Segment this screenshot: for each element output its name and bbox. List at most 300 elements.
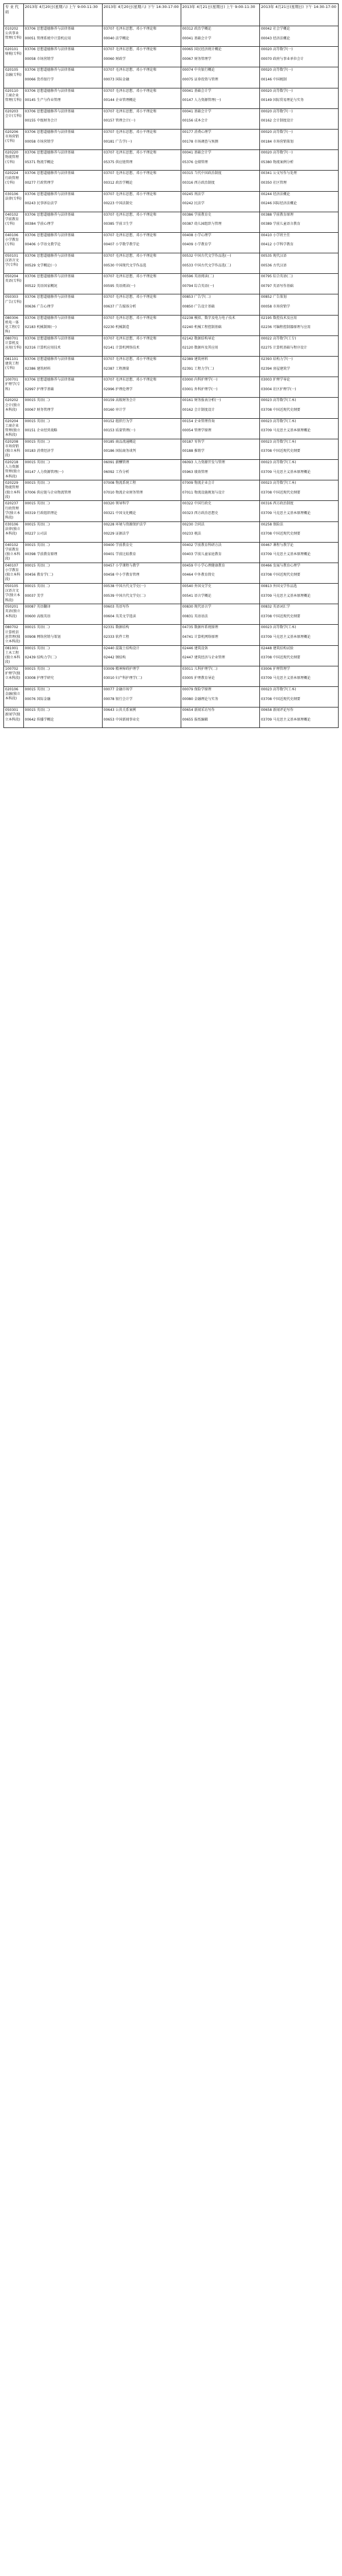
- spacer: [104, 135, 180, 140]
- spacer: [182, 722, 258, 727]
- course-entry: 00162 会计制度设计: [260, 119, 294, 123]
- course-entry: 02316 计算机应用技术: [25, 346, 61, 350]
- spacer: [104, 495, 180, 500]
- spacer: [104, 124, 180, 128]
- spacer: [104, 52, 180, 57]
- course-entry: 00233 税法: [182, 532, 201, 536]
- exam-schedule-sheet: [3, 3, 339, 2571]
- course-entry: 03709 马克思主义基本原理概论: [260, 635, 311, 640]
- table-row: [4, 253, 339, 274]
- course-cell: [23, 687, 102, 707]
- course-entry: 06091 薪酬管理: [103, 460, 129, 464]
- spacer: [261, 259, 337, 264]
- course-cell: [181, 439, 259, 459]
- course-cell: [23, 357, 102, 377]
- course-entry: 00457 小学课程与教学: [103, 563, 140, 568]
- course-entry: 00408 小学心理学: [182, 233, 211, 237]
- course-entry: 03707 毛泽东思想、邓小平理论和: [103, 88, 157, 93]
- major-cell: 020229 物流管理(独立本科段): [4, 480, 24, 501]
- course-entry: 03706 思想道德修养与法律基础: [25, 47, 75, 52]
- course-entry: 00079 保险学原理: [182, 688, 211, 691]
- spacer: [261, 661, 337, 665]
- course-entry: 00023 高等数学(工本): [260, 625, 296, 630]
- course-entry: 00023 高等数学(工本): [260, 481, 296, 486]
- spacer: [104, 681, 180, 686]
- spacer: [261, 713, 337, 718]
- course-entry: 00245 刑法学: [182, 192, 205, 196]
- course-entry: 00312 政治学概论: [182, 27, 211, 31]
- table-row: [4, 26, 339, 47]
- course-entry: 00830 现代语言学: [182, 605, 211, 609]
- spacer: [104, 507, 180, 511]
- course-cell: [23, 418, 102, 439]
- course-entry: 03706 思想道德修养与法律基础: [25, 68, 75, 72]
- course-cell: [102, 398, 181, 418]
- course-entry: 00636 广告心理学: [25, 305, 54, 309]
- course-cell: [102, 563, 181, 583]
- spacer: [25, 156, 101, 160]
- course-entry: 03006 护理管理学: [260, 666, 290, 671]
- course-cell: [181, 459, 259, 480]
- course-entry: 03706 思想道德修养与法律基础: [25, 316, 75, 320]
- major-cell: 080702 计算机信息管理(独立本科段): [4, 625, 24, 645]
- course-cell: [181, 687, 259, 707]
- course-entry: 00385 学前卫生学: [103, 222, 133, 227]
- spacer: [261, 413, 337, 418]
- course-cell: [102, 232, 181, 253]
- spacer: [104, 248, 180, 252]
- course-entry: 00145 生产与作业管理: [25, 98, 61, 103]
- course-entry: 00015 英语(二): [25, 708, 50, 713]
- major-cell: 020202 会计(独立本科段): [4, 398, 24, 418]
- spacer: [182, 661, 258, 665]
- course-entry: 02142 数据结构导论: [182, 336, 215, 341]
- spacer: [25, 330, 101, 335]
- table-row: [4, 563, 339, 583]
- spacer: [104, 259, 180, 264]
- course-cell: [102, 88, 181, 108]
- course-cell: [181, 294, 259, 315]
- course-entry: 00161 财务报表分析(一): [182, 398, 221, 403]
- course-cell: [23, 521, 102, 542]
- course-cell: [102, 108, 181, 129]
- course-cell: [181, 108, 259, 129]
- course-entry: 05963 绩效管理: [182, 470, 208, 474]
- spacer: [25, 62, 101, 66]
- course-entry: 00155 中级财务会计: [25, 119, 58, 123]
- course-entry: 03706 思想道德修养与法律基础: [25, 233, 75, 237]
- course-entry: 00407 小学数学教学论: [103, 242, 140, 247]
- spacer: [182, 610, 258, 614]
- course-cell: [181, 129, 259, 149]
- major-cell: 010202 公共事业管理(专科): [4, 26, 24, 47]
- course-entry: 00020 高等数学(一): [260, 88, 293, 93]
- spacer: [182, 176, 258, 181]
- header-apr21-am: 2013年 4月21日(星期日) 上午 9:00-11:30: [181, 4, 259, 26]
- spacer: [104, 94, 180, 98]
- course-cell: [102, 584, 181, 604]
- course-cell: [102, 666, 181, 686]
- course-entry: 02183 机械制图(一): [25, 325, 57, 330]
- spacer: [104, 702, 180, 706]
- course-entry: 00384 学前心理学: [25, 222, 54, 227]
- major-cell: 040102 学前教育(专科): [4, 212, 24, 232]
- major-cell: 081101 建筑工程(专科): [4, 357, 24, 377]
- spacer: [104, 156, 180, 160]
- course-entry: 00020 高等数学(一): [260, 109, 293, 114]
- spacer: [25, 630, 101, 635]
- course-entry: 00242 民法学: [182, 201, 205, 206]
- spacer: [25, 197, 101, 201]
- table-row: [4, 108, 339, 129]
- spacer: [25, 589, 101, 594]
- spacer: [25, 41, 101, 46]
- major-cell: 020224 行政管理(专科): [4, 171, 24, 191]
- spacer: [25, 383, 101, 387]
- course-cell: [102, 687, 181, 707]
- course-entry: 03708 中国近现代史纲要: [260, 656, 300, 660]
- spacer: [104, 537, 180, 541]
- spacer: [261, 454, 337, 459]
- course-entry: 00015 英语(二): [25, 502, 50, 506]
- spacer: [25, 351, 101, 355]
- course-entry: 02331 数据结构: [103, 625, 129, 630]
- course-entry: 02393 结构力学(一): [260, 357, 293, 361]
- major-cell: 020218 人力资源管理(独立本科段): [4, 459, 24, 480]
- major-cell: 020208 市场营销(独立本科段): [4, 439, 24, 459]
- course-cell: [102, 521, 181, 542]
- table-row: [4, 418, 339, 439]
- course-cell: [102, 357, 181, 377]
- course-entry: 03707 毛泽东思想、邓小平理论和: [103, 233, 157, 237]
- spacer: [104, 403, 180, 408]
- spacer: [182, 300, 258, 305]
- course-entry: 03706 思想道德修养与法律基础: [25, 88, 75, 93]
- spacer: [182, 94, 258, 98]
- spacer: [261, 434, 337, 438]
- course-entry: 00058 市场营销学: [25, 56, 54, 61]
- course-cell: [259, 212, 338, 232]
- major-cell: 020203 会计(专科): [4, 108, 24, 129]
- table-row: [4, 67, 339, 88]
- spacer: [261, 124, 337, 128]
- table-row: [4, 47, 339, 67]
- spacer: [25, 557, 101, 562]
- course-cell: [181, 212, 259, 232]
- course-cell: [259, 294, 338, 315]
- spacer: [261, 527, 337, 532]
- course-entry: 00794 综合英语(一): [182, 284, 214, 288]
- spacer: [182, 495, 258, 500]
- course-entry: 03709 马克思主义基本原理概论: [260, 470, 311, 474]
- table-row: [4, 377, 339, 398]
- course-cell: [259, 501, 338, 521]
- course-entry: 00412 小学科学教育: [260, 242, 294, 247]
- course-cell: [102, 604, 181, 625]
- major-cell: 030106 法律(专科): [4, 191, 24, 212]
- course-entry: 00041 基础会计学: [182, 109, 211, 114]
- course-entry: 00223 中国法制史: [103, 201, 133, 206]
- course-entry: 00023 高等数学(工本): [260, 439, 296, 444]
- spacer: [25, 702, 101, 706]
- course-entry: 03709 马克思主义基本原理概论: [260, 552, 311, 557]
- table-row: [4, 398, 339, 418]
- course-entry: 07010 物流企业财务管理: [103, 490, 143, 495]
- course-entry: 00596 英语阅读(二): [182, 274, 214, 279]
- spacer: [104, 310, 180, 314]
- course-entry: 00154 企业管理咨询: [182, 419, 215, 423]
- spacer: [182, 507, 258, 511]
- course-cell: [259, 707, 338, 728]
- course-entry: 00020 高等数学(一): [260, 68, 293, 72]
- table-row: [4, 88, 339, 108]
- course-cell: [181, 501, 259, 521]
- course-cell: [23, 666, 102, 686]
- course-cell: [102, 480, 181, 501]
- course-cell: [181, 418, 259, 439]
- spacer: [25, 486, 101, 491]
- spacer: [182, 259, 258, 264]
- course-cell: [23, 88, 102, 108]
- course-entry: 00070 政府与事业单位会计: [260, 56, 304, 61]
- spacer: [182, 280, 258, 284]
- course-entry: 00227 公司法: [25, 532, 47, 536]
- course-cell: [102, 129, 181, 149]
- spacer: [104, 351, 180, 355]
- course-cell: [259, 377, 338, 398]
- spacer: [182, 486, 258, 491]
- header-apr21-pm: 2013年 4月21日(星期日) 下午 14:30-17:00: [259, 4, 338, 26]
- course-entry: 00350 社区管理: [260, 180, 287, 185]
- course-entry: 00323 西方政治思想史: [182, 511, 218, 515]
- course-cell: [181, 26, 259, 47]
- course-entry: 03706 思想道德修养与法律基础: [25, 192, 75, 196]
- course-entry: 05376 仓储管理: [182, 160, 208, 164]
- spacer: [261, 310, 337, 314]
- course-entry: 00389 学前儿童语言教育: [260, 222, 300, 227]
- course-entry: 03706 思想道德修养与法律基础: [25, 274, 75, 279]
- spacer: [182, 640, 258, 645]
- course-cell: [181, 150, 259, 171]
- table-row: [4, 315, 339, 335]
- spacer: [182, 619, 258, 624]
- spacer: [261, 197, 337, 201]
- course-cell: [23, 398, 102, 418]
- course-entry: 00146 中国税制: [260, 77, 287, 82]
- course-entry: 00387 幼儿园组织与管理: [182, 222, 222, 227]
- spacer: [261, 135, 337, 140]
- spacer: [182, 527, 258, 532]
- spacer: [104, 619, 180, 624]
- spacer: [261, 516, 337, 521]
- course-cell: [181, 232, 259, 253]
- table-row: [4, 687, 339, 707]
- course-cell: [259, 335, 338, 356]
- spacer: [104, 630, 180, 635]
- course-entry: 00466 发展与教育心理学: [260, 563, 300, 568]
- spacer: [182, 466, 258, 470]
- course-entry: 00054 管理学原理: [182, 428, 211, 433]
- spacer: [261, 383, 337, 387]
- course-entry: 00162 会计制度设计: [182, 407, 215, 412]
- course-cell: [181, 67, 259, 88]
- course-entry: 03706 思想道德修养与法律基础: [25, 336, 75, 341]
- spacer: [261, 475, 337, 479]
- course-cell: [23, 67, 102, 88]
- course-cell: [23, 584, 102, 604]
- table-row: [4, 335, 339, 356]
- spacer: [104, 424, 180, 428]
- course-cell: [102, 67, 181, 88]
- table-row: [4, 439, 339, 459]
- spacer: [104, 300, 180, 305]
- course-cell: [102, 47, 181, 67]
- spacer: [182, 103, 258, 108]
- course-entry: 00015 英语(二): [25, 398, 50, 403]
- course-entry: 00041 基础会计学: [182, 36, 211, 41]
- table-row: [4, 129, 339, 149]
- spacer: [182, 713, 258, 718]
- course-entry: 02446 建筑设备: [182, 646, 208, 650]
- course-entry: 00244 经济法概论: [260, 192, 290, 196]
- course-entry: 03707 毛泽东思想、邓小平理论和: [103, 336, 157, 341]
- course-entry: 00075 证券投资与管理: [182, 77, 218, 82]
- course-entry: 02391 工程力学(二): [182, 366, 214, 371]
- spacer: [25, 94, 101, 98]
- course-cell: [259, 67, 338, 88]
- course-entry: 03707 毛泽东思想、邓小平理论和: [103, 295, 157, 300]
- course-cell: [259, 604, 338, 625]
- spacer: [104, 640, 180, 645]
- course-cell: [181, 335, 259, 356]
- spacer: [104, 41, 180, 46]
- course-entry: 03706 思想道德修养与法律基础: [25, 295, 75, 300]
- course-entry: 00087 英语翻译: [25, 605, 51, 609]
- spacer: [104, 186, 180, 191]
- course-entry: 00157 管理会计(一): [103, 119, 136, 123]
- spacer: [25, 310, 101, 314]
- course-entry: 00015 英语(二): [25, 460, 50, 464]
- course-entry: 03707 毛泽东思想、邓小平理论和: [103, 357, 157, 361]
- spacer: [25, 578, 101, 583]
- major-cell: 100702 护理学(独立本科段): [4, 666, 24, 686]
- spacer: [104, 197, 180, 201]
- course-entry: 00015 英语(二): [25, 646, 50, 650]
- spacer: [261, 610, 337, 614]
- spacer: [25, 371, 101, 376]
- course-cell: [102, 418, 181, 439]
- spacer: [182, 156, 258, 160]
- course-entry: 00658 新闻评论写作: [260, 708, 294, 713]
- major-cell: 020105 金融(专科): [4, 67, 24, 88]
- course-entry: 00321 中国文化概论: [103, 511, 136, 515]
- major-cell: 080701 计算机及应用(专科): [4, 335, 24, 356]
- course-cell: [259, 666, 338, 686]
- major-cell: 020101 财税(专科): [4, 47, 24, 67]
- course-entry: 00151 企业经营战略: [25, 428, 58, 433]
- course-entry: 00020 高等数学(一): [260, 47, 293, 52]
- course-entry: 00178 市场调查与预测: [182, 139, 218, 144]
- course-entry: 00160 审计学: [103, 407, 126, 412]
- spacer: [104, 713, 180, 718]
- spacer: [104, 434, 180, 438]
- course-cell: [23, 47, 102, 67]
- spacer: [261, 248, 337, 252]
- spacer: [182, 702, 258, 706]
- course-entry: 00181 广告学(一): [103, 139, 132, 144]
- course-cell: [23, 377, 102, 398]
- spacer: [104, 589, 180, 594]
- course-cell: [23, 707, 102, 728]
- major-cell: 100701 护理学(专科): [4, 377, 24, 398]
- course-entry: 03011 儿科护理学(二): [182, 666, 218, 671]
- schedule-body: [4, 26, 339, 728]
- course-cell: [102, 171, 181, 191]
- spacer: [25, 124, 101, 128]
- course-cell: [181, 191, 259, 212]
- course-entry: 00908 网络营销与策划: [25, 635, 61, 640]
- course-entry: 00076 国际金融: [25, 697, 51, 701]
- course-entry: 03707 毛泽东思想、邓小平理论和: [103, 378, 157, 382]
- course-cell: [23, 459, 102, 480]
- course-cell: [23, 604, 102, 625]
- spacer: [182, 424, 258, 428]
- spacer: [261, 351, 337, 355]
- table-row: [4, 150, 339, 171]
- spacer: [182, 207, 258, 211]
- spacer: [182, 144, 258, 149]
- course-cell: [23, 625, 102, 645]
- spacer: [104, 280, 180, 284]
- major-cell: 020220 物流管理(专科): [4, 150, 24, 171]
- spacer: [104, 557, 180, 562]
- course-cell: [102, 191, 181, 212]
- course-cell: [259, 191, 338, 212]
- course-cell: [23, 108, 102, 129]
- course-entry: 00067 财务管理学: [25, 407, 54, 412]
- course-cell: [259, 459, 338, 480]
- course-entry: 00078 银行会计学: [103, 697, 133, 701]
- course-entry: 00403 学前儿童家庭教育: [182, 552, 222, 557]
- course-cell: [102, 274, 181, 294]
- spacer: [104, 661, 180, 665]
- course-entry: 02387 工程测量: [103, 366, 129, 371]
- spacer: [261, 507, 337, 511]
- course-entry: 02997 护理学基础: [25, 387, 54, 391]
- course-entry: 00410 小学班主任: [260, 233, 290, 237]
- major-cell: 050101 汉语言文学(专科): [4, 253, 24, 274]
- course-entry: 00535 现代汉语: [260, 254, 287, 258]
- spacer: [104, 527, 180, 532]
- course-entry: 03709 马克思主义基本原理概论: [260, 511, 311, 515]
- course-entry: 00156 成本会计: [182, 119, 208, 123]
- course-entry: 02236 可编程控制器原理与应用: [260, 325, 311, 330]
- spacer: [25, 165, 101, 169]
- course-entry: 00015 英语(二): [25, 481, 50, 486]
- spacer: [261, 466, 337, 470]
- course-entry: 00051 管理系统中计算机应用: [25, 36, 71, 41]
- spacer: [104, 578, 180, 583]
- exam-schedule-table: [3, 3, 339, 728]
- course-entry: 00813 外国文学作品选: [260, 584, 297, 589]
- spacer: [25, 619, 101, 624]
- spacer: [182, 62, 258, 66]
- course-cell: [23, 171, 102, 191]
- course-entry: 00831 英语语法: [182, 614, 208, 618]
- header-row: [4, 4, 339, 26]
- course-cell: [259, 171, 338, 191]
- course-entry: 07011 物流设施规划与设计: [182, 490, 225, 495]
